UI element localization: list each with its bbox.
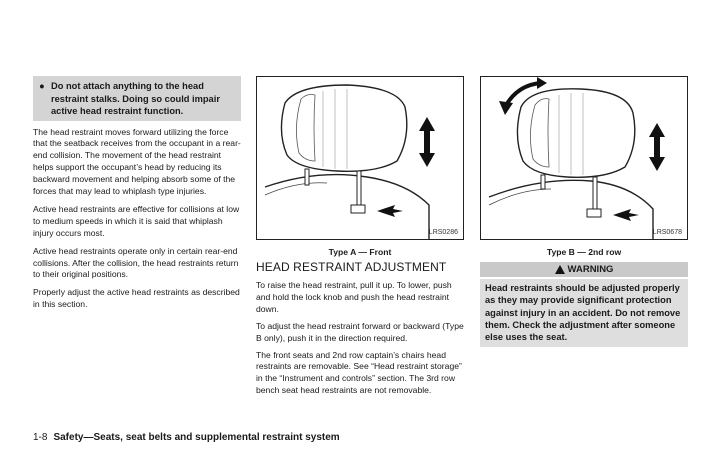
warning-text: Head restraints should be adjusted properly as they may provide significant protection against injury in an accident. Do not remove them. Check the adjustment after someone else uses the seat. [480,279,688,347]
head-restraint-illustration [481,77,687,239]
section-title: Safety—Seats, seat belts and supplemental restraint system [53,432,340,443]
paragraph: Active head restraints are effective for collisions at low to medium speeds in which it is said that whiplash injury occurs most. [33,203,240,238]
head-restraint-illustration [257,77,463,239]
page-number: 1-8 [33,432,48,443]
bullet-icon: ● [39,81,45,91]
caution-text: Do not attach anything to the head restraint stalks. Doing so could impair active head restraint function. [51,81,220,116]
warning-triangle-icon [555,265,565,274]
figure-code: LRS0286 [428,229,458,236]
figure-caption: Type A — Front [328,247,392,257]
right-column [480,76,688,347]
paragraph: To raise the head restraint, pull it up. To lower, push and hold the lock knob and push the head restraint down. [256,280,452,314]
caution-box [33,76,241,121]
left-column [33,76,241,311]
middle-column [256,76,464,397]
paragraph: Active head restraints operate only in certain rear-end collisions. After the collision, the head restraints return to their original positions. [33,245,239,280]
figure-type-b [480,76,688,240]
page-footer [33,432,340,443]
warning-title: WARNING [567,264,614,275]
figure-caption: Type B — 2nd row [546,247,622,257]
paragraph: To adjust the head restraint forward or backward (Type B only), push it in the direction required. [256,320,464,343]
warning-header [480,262,688,277]
section-heading: HEAD RESTRAINT ADJUSTMENT [256,260,447,274]
paragraph: The head restraint moves forward utilizing the force that the seatback receives from the occupant in a rear-end collision. The movement of the head restraint helps support the occupant’s head by reducing its backward movement and helping absorb some of the forces that may lead to whiplash type injuries. [33,126,241,197]
figure-type-a [256,76,464,240]
paragraph: The front seats and 2nd row captain’s chairs head restraints are removable. See “Head restraint storage” in the “Instrument and controls” section. The 3rd row bench seat head restraints are not removable. [256,349,462,396]
figure-code: LRS0678 [652,229,682,236]
paragraph: Properly adjust the active head restraints as described in this section. [33,287,240,310]
